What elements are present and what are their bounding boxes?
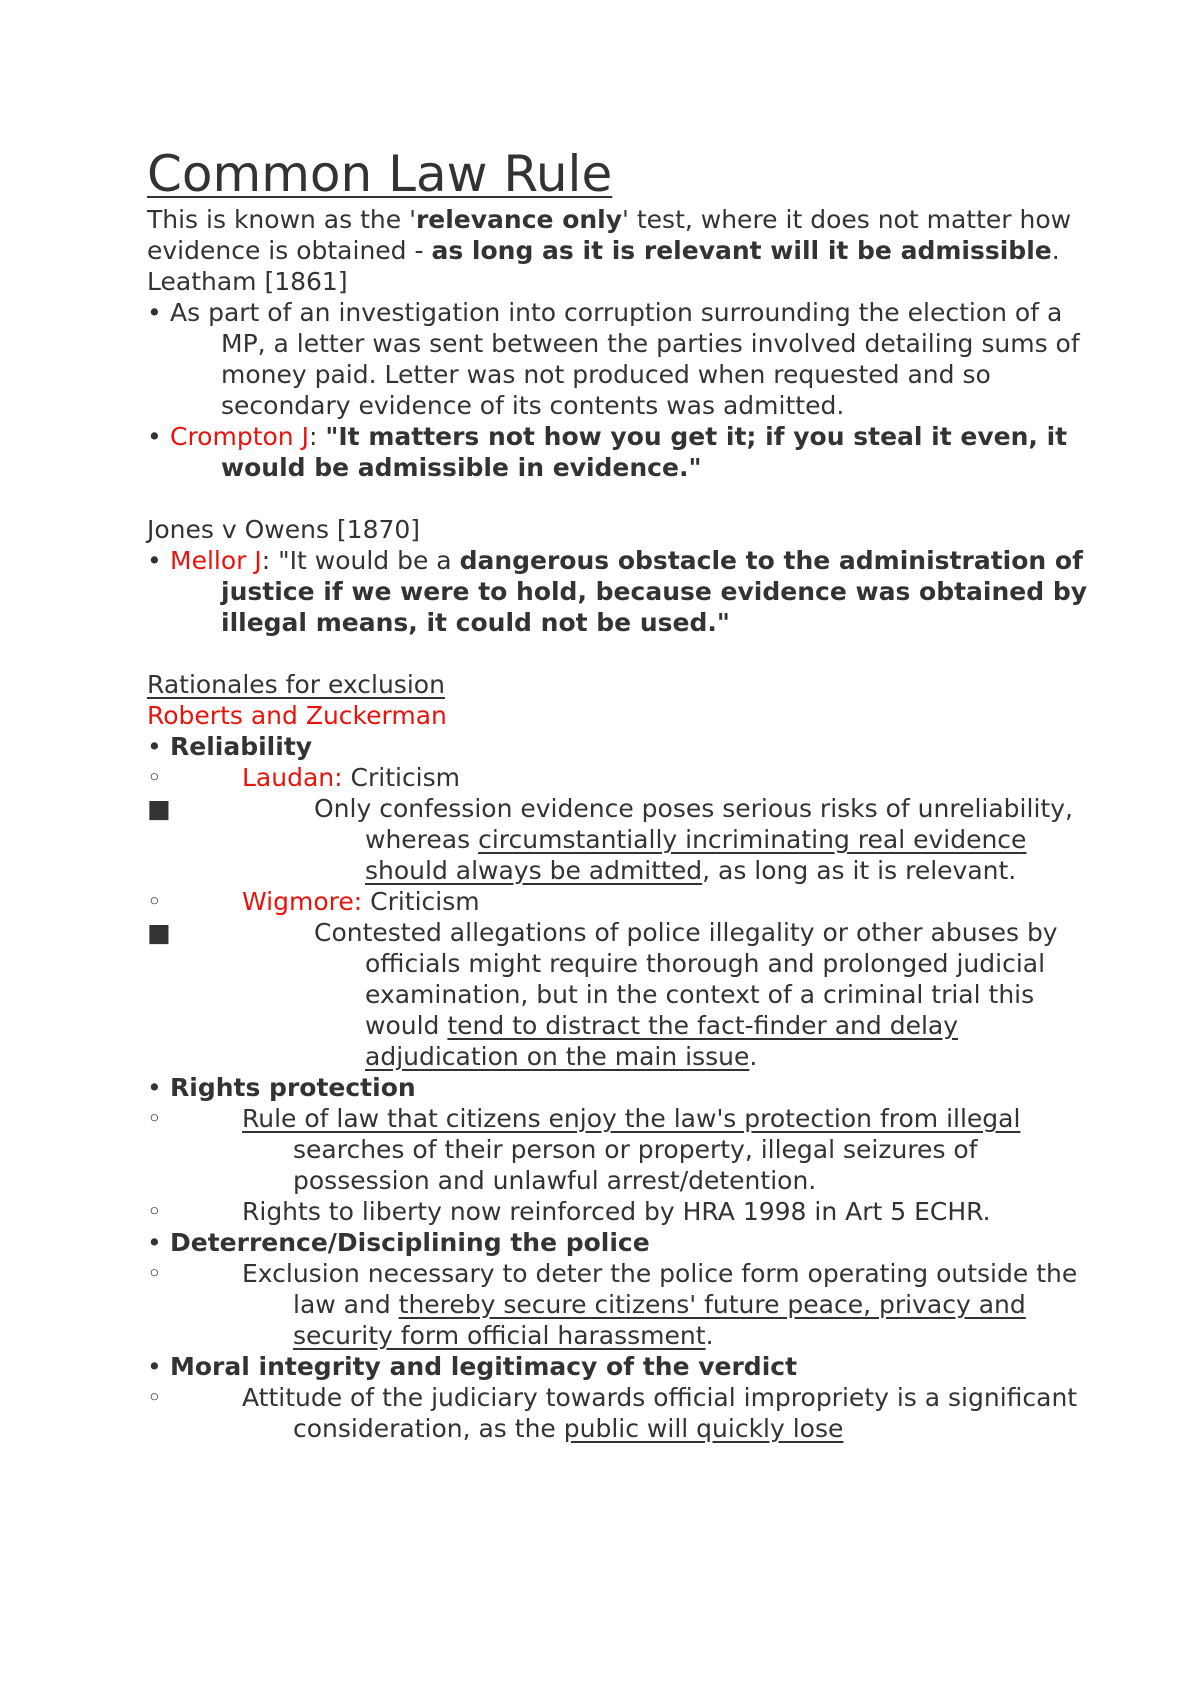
case-name-leatham: Leatham [1861]	[147, 267, 348, 296]
underlined-text: tend to distract the fact-finder and delay adjudication on the main issue	[365, 1011, 959, 1071]
intro-text: This is known as the '	[147, 205, 416, 234]
list-item-text: Rights to liberty now reinforced by HRA 1998 in Art 5 ECHR.	[242, 1197, 991, 1226]
list-item	[147, 886, 1097, 917]
list-item	[147, 421, 1097, 483]
bullet-marker: •	[147, 422, 162, 451]
list-item	[147, 1072, 1097, 1103]
underlined-text: public will quickly lose	[563, 1414, 844, 1443]
bullet-marker: ■	[147, 794, 171, 823]
list-item	[147, 793, 1097, 886]
author-name: Laudan:	[242, 763, 343, 792]
list-item	[147, 297, 1097, 421]
list-item	[147, 1103, 1097, 1196]
list-item-text: As part of an investigation into corruption surrounding the election of a MP, a letter was sent between the parties involved detailing sums of money paid. Letter was not produced when requested and so secondary evidence of its contents was admitted.	[170, 298, 1080, 420]
section-heading: Rationales for exclusion	[147, 670, 445, 699]
blank-line	[147, 483, 1097, 514]
bullet-marker: •	[147, 1352, 162, 1381]
judge-name: Mellor J	[170, 546, 262, 575]
page-title: Common Law Rule	[147, 145, 613, 203]
judge-name: Crompton J	[170, 422, 309, 451]
bullet-marker: ◦	[147, 763, 162, 792]
list-item-text: Criticism	[362, 887, 480, 916]
bullet-marker: ◦	[147, 1104, 162, 1133]
document-body	[147, 144, 1097, 1444]
bullet-marker: •	[147, 1228, 162, 1257]
underlined-text: Rule of law that citizens enjoy the law's protection from illegal	[242, 1104, 1021, 1133]
list-item-text: Exclusion necessary to deter the police form operating outside the law and	[242, 1259, 1078, 1319]
list-item-text: Only confession evidence poses serious risks of unreliability, whereas	[314, 794, 1073, 854]
bullet-marker: ■	[147, 918, 171, 947]
rationale-heading: Rights protection	[170, 1073, 416, 1102]
list-item-text: : "It would be a	[261, 546, 460, 575]
list-item	[147, 1227, 1097, 1258]
bullet-marker: •	[147, 298, 162, 327]
list-item-text: Attitude of the judiciary towards official impropriety is a significant consideration, as the	[242, 1383, 1078, 1443]
list-item-text: Criticism	[342, 763, 461, 792]
list-item	[147, 762, 1097, 793]
list-item	[147, 1351, 1097, 1382]
blank-line	[147, 638, 1097, 669]
list-item	[147, 917, 1097, 1072]
bullet-marker: ◦	[147, 1383, 162, 1412]
bullet-marker: •	[147, 1073, 162, 1102]
rationale-heading: Moral integrity and legitimacy of the verdict	[170, 1352, 798, 1381]
intro-text: .	[1051, 236, 1060, 265]
list-item-text: searches of their person or property, illegal seizures of possession and unlawful arrest/detention.	[293, 1135, 978, 1195]
rationale-heading: Deterrence/Disciplining the police	[170, 1228, 650, 1257]
bullet-marker: •	[147, 732, 162, 761]
author-name: Wigmore:	[242, 887, 363, 916]
underlined-text: thereby secure citizens' future peace, privacy and security form official harassment	[293, 1290, 1026, 1350]
list-item-text: :	[308, 422, 326, 451]
list-item	[147, 1258, 1097, 1351]
underlined-text: circumstantially incriminating real evidence should always be admitted	[365, 825, 1027, 885]
list-item-text: Contested allegations of police illegality or other abuses by officials might require thorough and prolonged judicial examination, but in the context of a criminal trial this would	[314, 918, 1058, 1040]
list-item-text: , as long as it is relevant.	[702, 856, 1017, 885]
list-item	[147, 545, 1097, 638]
intro-paragraph	[147, 204, 1097, 266]
authors-heading: Roberts and Zuckerman	[147, 701, 447, 730]
list-item	[147, 731, 1097, 762]
bullet-marker: ◦	[147, 1259, 162, 1288]
list-item	[147, 1196, 1097, 1227]
judge-quote: dangerous obstacle to the administration of justice if we were to hold, because evidence was obtained by illegal means, it could not be used."	[221, 546, 1088, 637]
list-item-text: .	[705, 1321, 714, 1350]
case-name-jones: Jones v Owens [1870]	[147, 515, 421, 544]
bullet-marker: •	[147, 546, 162, 575]
rationale-heading: Reliability	[170, 732, 313, 761]
intro-bold-term: relevance only	[415, 205, 623, 234]
bullet-marker: ◦	[147, 1197, 162, 1226]
bullet-marker: ◦	[147, 887, 162, 916]
list-item	[147, 1382, 1097, 1444]
list-item-text: .	[749, 1042, 758, 1071]
intro-bold-statement: as long as it is relevant will it be admissible	[431, 236, 1052, 265]
intro-text: ' test, where it does not matter how evidence is obtained -	[147, 205, 1072, 265]
judge-quote: "It matters not how you get it; if you steal it even, it would be admissible in evidence."	[221, 422, 1068, 482]
